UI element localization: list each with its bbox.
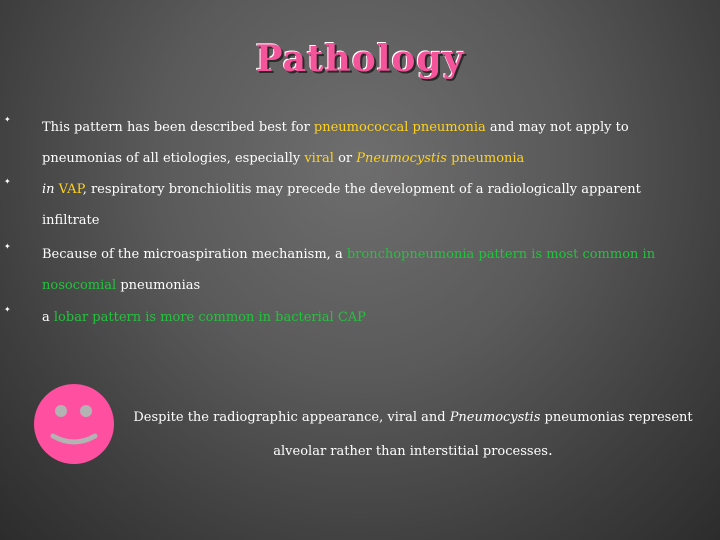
bullet-star-icon: ✦ [4, 177, 11, 186]
bullet-star-icon: ✦ [4, 242, 11, 251]
bullet-text: This pattern has been described best for pneumococcal pneumonia and may not apply to pneumonias of all etiologies, especially viral or Pneumocystis pneumonia [42, 120, 629, 166]
note-text [118, 403, 708, 467]
note-line-2: alveolar rather than interstitial processes. [273, 441, 553, 459]
bullet-star-icon: ✦ [4, 305, 11, 314]
bullet-star-icon: ✦ [4, 115, 11, 124]
bullet-text: Because of the microaspiration mechanism, a bronchopneumonia pattern is most common in nosocomial pneumonias [42, 247, 656, 293]
smiley-face-icon [32, 382, 116, 466]
bullet-text: a lobar pattern is more common in bacterial CAP [42, 310, 366, 325]
note-line-1: Despite the radiographic appearance, viral and Pneumocystis pneumonias represent [133, 410, 693, 425]
slide-title: Pathology [255, 38, 465, 80]
bullet-text: in VAP, respiratory bronchiolitis may precede the development of a radiologically apparent infiltrate [42, 182, 641, 228]
